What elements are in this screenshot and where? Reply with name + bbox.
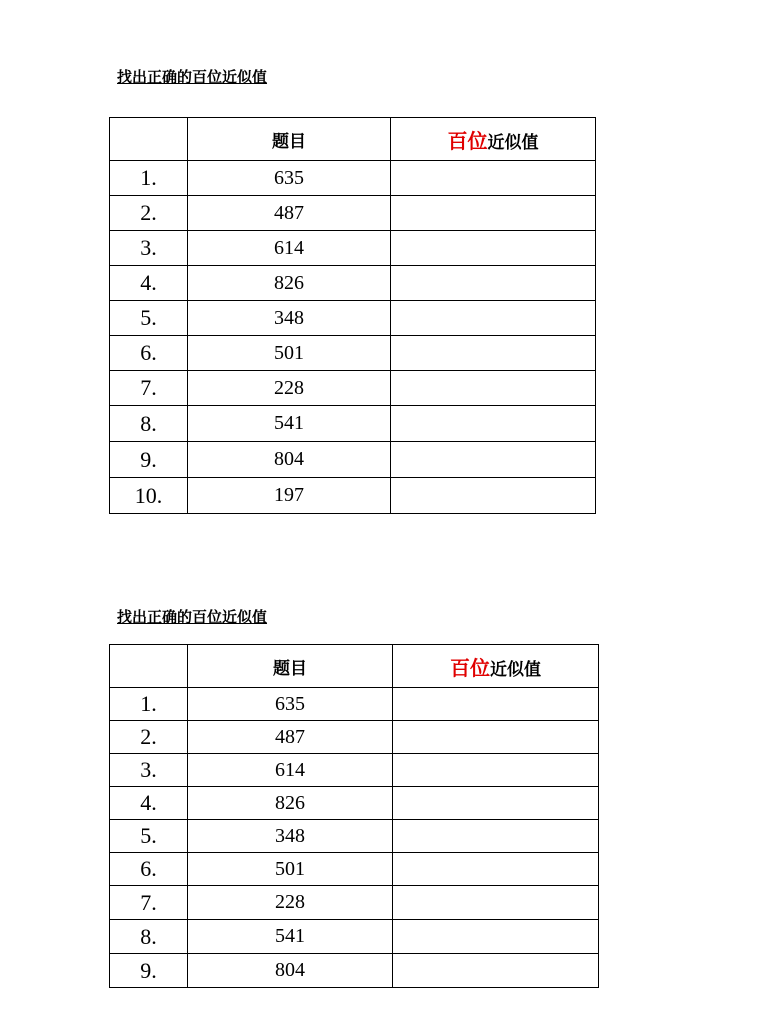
hundreds-label: 百位 (450, 655, 490, 680)
answer-cell[interactable] (391, 266, 596, 301)
table-row (110, 371, 596, 406)
question-value: 487 (188, 721, 393, 754)
approx-label: 近似值 (490, 659, 541, 680)
table-row (110, 853, 599, 886)
answer-cell[interactable] (391, 161, 596, 196)
table-header-row (110, 645, 599, 688)
table-row (110, 266, 596, 301)
table-row (110, 754, 599, 787)
row-number: 10. (110, 478, 188, 514)
answer-cell[interactable] (393, 787, 599, 820)
row-number: 3. (110, 231, 188, 266)
question-value: 348 (188, 820, 393, 853)
row-number: 4. (110, 787, 188, 820)
table-row (110, 721, 599, 754)
table-row (110, 301, 596, 336)
answer-cell[interactable] (391, 442, 596, 478)
question-value: 541 (188, 920, 393, 954)
question-value: 541 (188, 406, 391, 442)
answer-cell[interactable] (391, 336, 596, 371)
question-value: 197 (188, 478, 391, 514)
hundreds-label: 百位 (447, 128, 488, 153)
answer-cell[interactable] (391, 478, 596, 514)
answer-cell[interactable] (391, 196, 596, 231)
row-number: 2. (110, 721, 188, 754)
rounding-table (109, 117, 596, 514)
question-value: 635 (188, 688, 393, 721)
table-row (110, 231, 596, 266)
question-value: 635 (188, 161, 391, 196)
table-row (110, 161, 596, 196)
row-number: 6. (110, 336, 188, 371)
answer-cell[interactable] (393, 721, 599, 754)
approx-label: 近似值 (487, 132, 539, 153)
rounding-table (109, 644, 599, 988)
row-number: 7. (110, 886, 188, 920)
answer-cell[interactable] (391, 371, 596, 406)
answer-cell[interactable] (393, 754, 599, 787)
table-row (110, 954, 599, 988)
index-header (110, 118, 188, 161)
row-number: 5. (110, 301, 188, 336)
answer-cell[interactable] (393, 820, 599, 853)
question-value: 614 (188, 754, 393, 787)
question-value: 826 (188, 266, 391, 301)
question-value: 228 (188, 371, 391, 406)
row-number: 5. (110, 820, 188, 853)
table-row (110, 787, 599, 820)
row-number: 2. (110, 196, 188, 231)
answer-header (391, 118, 596, 161)
table-row (110, 478, 596, 514)
table-row (110, 196, 596, 231)
question-value: 826 (188, 787, 393, 820)
row-number: 9. (110, 442, 188, 478)
row-number: 9. (110, 954, 188, 988)
question-header: 题目 (188, 645, 393, 688)
row-number: 8. (110, 920, 188, 954)
question-value: 614 (188, 231, 391, 266)
table-row (110, 688, 599, 721)
table-header-row (110, 118, 596, 161)
worksheet-title: 找出正确的百位近似值 (117, 68, 268, 86)
table-row (110, 336, 596, 371)
answer-cell[interactable] (393, 853, 599, 886)
index-header (110, 645, 188, 688)
answer-cell[interactable] (393, 886, 599, 920)
answer-cell[interactable] (393, 920, 599, 954)
question-value: 501 (188, 853, 393, 886)
row-number: 3. (110, 754, 188, 787)
answer-cell[interactable] (393, 688, 599, 721)
question-value: 348 (188, 301, 391, 336)
row-number: 1. (110, 161, 188, 196)
answer-cell[interactable] (391, 231, 596, 266)
row-number: 7. (110, 371, 188, 406)
table-row (110, 406, 596, 442)
table-row (110, 920, 599, 954)
answer-cell[interactable] (391, 406, 596, 442)
row-number: 6. (110, 853, 188, 886)
question-value: 501 (188, 336, 391, 371)
answer-header (393, 645, 599, 688)
table-row (110, 820, 599, 853)
answer-cell[interactable] (393, 954, 599, 988)
table-row (110, 886, 599, 920)
question-value: 804 (188, 954, 393, 988)
question-header: 题目 (188, 118, 391, 161)
table-row (110, 442, 596, 478)
question-value: 487 (188, 196, 391, 231)
row-number: 4. (110, 266, 188, 301)
question-value: 228 (188, 886, 393, 920)
worksheet-title: 找出正确的百位近似值 (117, 608, 268, 626)
row-number: 1. (110, 688, 188, 721)
row-number: 8. (110, 406, 188, 442)
answer-cell[interactable] (391, 301, 596, 336)
question-value: 804 (188, 442, 391, 478)
